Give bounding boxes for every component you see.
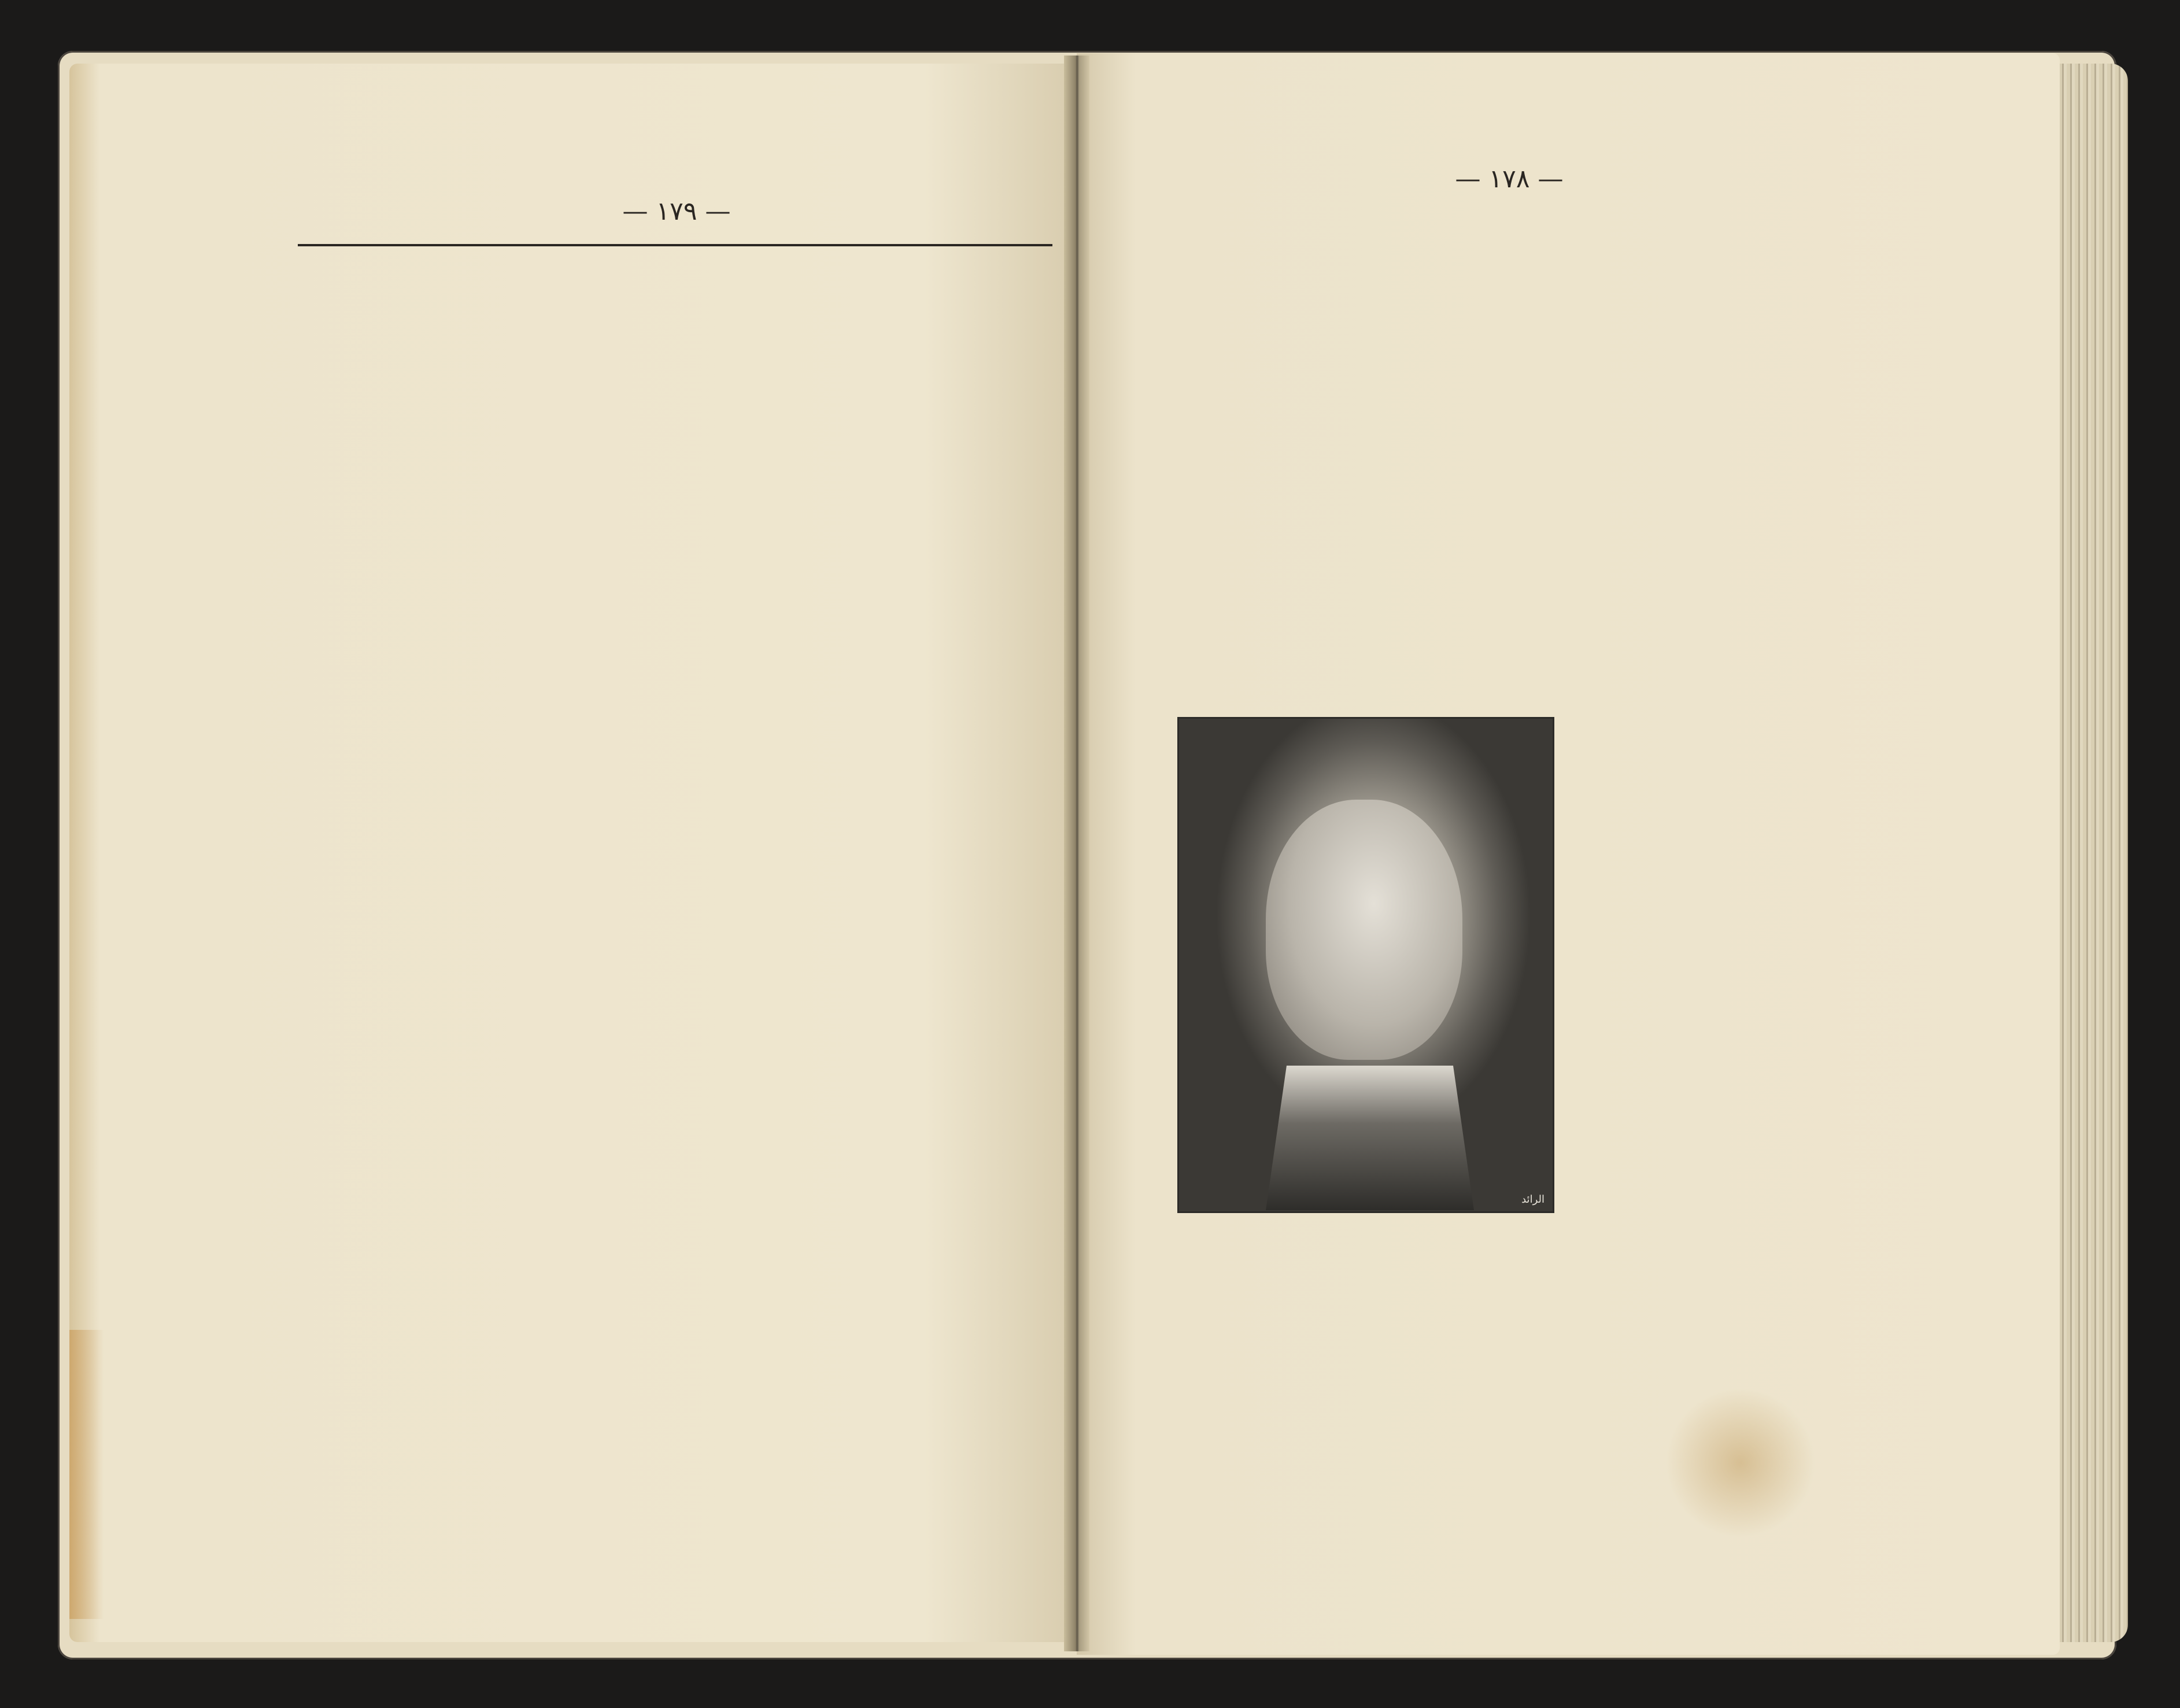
header-rule-left	[298, 244, 1052, 246]
left-page	[69, 64, 1076, 1642]
page-edges	[2059, 64, 2128, 1642]
portrait-photo	[1177, 717, 1554, 1213]
photo-credit: الرائد	[1521, 1193, 1545, 1206]
paper-stain	[1665, 1388, 1816, 1538]
page-number-left: — ١٧٩ —	[622, 197, 731, 226]
page-number-right: — ١٧٨ —	[1455, 164, 1564, 194]
paper-stain	[69, 1330, 104, 1619]
portrait-face	[1266, 800, 1462, 1060]
portrait-collar	[1266, 1066, 1474, 1210]
book-gutter	[1064, 56, 1089, 1651]
